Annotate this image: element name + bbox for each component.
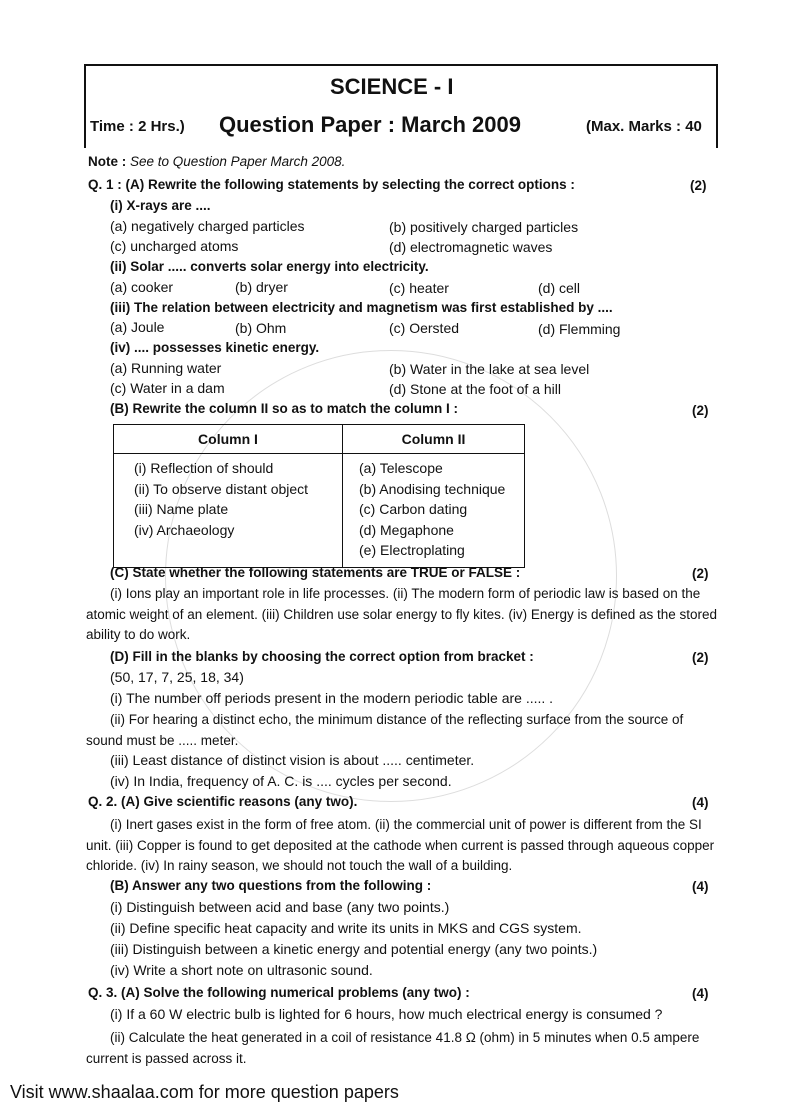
q2a-text: (i) Inert gases exist in the form of free atom. (ii) the commercial unit of power is different from the SI unit. (iii) Copper is found to get deposited at the cathode when current is passed through aqueous copper chloride. (iv) In rainy season, we should not touch the wall of a building.: [86, 817, 715, 874]
col1-item: (ii) To observe distant object: [134, 480, 309, 497]
q1a-iii-opt-b: (b) Ohm: [235, 320, 287, 336]
q1a-i-opt-c: (c) uncharged atoms: [110, 238, 239, 254]
q1d-i: (i) The number off periods present in the modern periodic table are ..... .: [110, 690, 554, 706]
q1c-text: (i) Ions play an important role in life processes. (ii) The modern form of periodic law is based on the atomic weight of an element. (iii) Children use solar energy to fly kites. (iv) Energy is defined as the stored ability to do work.: [86, 586, 718, 643]
q1b-marks: (2): [692, 403, 709, 418]
q1d-iv: (iv) In India, frequency of A. C. is .... cycles per second.: [110, 773, 452, 789]
q1a-ii-opt-b: (b) dryer: [235, 279, 288, 295]
q1a-ii-opt-c: (c) heater: [389, 280, 449, 296]
q1d-heading: (D) Fill in the blanks by choosing the correct option from bracket :: [110, 649, 534, 664]
paper-title: Question Paper : March 2009: [219, 112, 521, 137]
footer-link-text: Visit www.shaalaa.com for more question papers: [10, 1082, 399, 1102]
q1a-iv-opt-d: (d) Stone at the foot of a hill: [389, 381, 561, 397]
q3a-ii: (ii) Calculate the heat generated in a coil of resistance 41.8 Ω (ohm) in 5 minutes when 0.5 ampere current is passed across it.: [86, 1030, 700, 1066]
q3a-i: (i) If a 60 W electric bulb is lighted for 6 hours, how much electrical energy is consumed ?: [110, 1006, 663, 1022]
q1a-ii-stem: (ii) Solar ..... converts solar energy into electricity.: [110, 259, 429, 274]
col2-item: (a) Telescope: [359, 460, 443, 476]
q2b-marks: (4): [692, 879, 709, 894]
q1a-iv-opt-c: (c) Water in a dam: [110, 380, 225, 396]
col1-item: (i) Reflection of should: [134, 460, 274, 476]
col2-item: (b) Anodising technique: [359, 480, 506, 497]
q2b-iii: (iii) Distinguish between a kinetic energy and potential energy (any two points.): [110, 941, 598, 957]
col2-item: (c) Carbon dating: [359, 501, 468, 517]
q2a-heading: Q. 2. (A) Give scientific reasons (any two).: [88, 794, 358, 809]
q1c-marks: (2): [692, 566, 709, 581]
col1-cell: [114, 454, 343, 568]
q2a-marks: (4): [692, 795, 709, 810]
q1a-marks: (2): [690, 178, 707, 193]
col2-item: (e) Electroplating: [359, 542, 465, 558]
max-marks: (Max. Marks : 40: [586, 118, 702, 135]
match-table: [113, 424, 525, 568]
q1d-iii: (iii) Least distance of distinct vision is about ..... centimeter.: [110, 752, 475, 768]
q1a-i-stem: (i) X-rays are ....: [110, 198, 211, 213]
q1a-heading: Q. 1 : (A) Rewrite the following statements by selecting the correct options :: [88, 177, 575, 192]
q1a-ii-opt-a: (a) cooker: [110, 279, 174, 295]
q1a-i-opt-b: (b) positively charged particles: [389, 219, 579, 235]
note: [88, 154, 345, 169]
note-label: Note :: [88, 154, 127, 169]
q1a-iv-stem: (iv) .... possesses kinetic energy.: [110, 340, 320, 355]
q3a-marks: (4): [692, 986, 709, 1001]
time-label: Time : 2 Hrs.): [90, 118, 185, 135]
q2b-heading: (B) Answer any two questions from the following :: [110, 878, 432, 893]
q1a-iii-opt-c: (c) Oersted: [389, 320, 460, 336]
col2-cell: [343, 454, 525, 568]
q1a-iii-opt-a: (a) Joule: [110, 319, 165, 335]
q1a-iii-stem: (iii) The relation between electricity and magnetism was first established by ....: [110, 300, 613, 315]
col2-item: (d) Megaphone: [359, 521, 454, 538]
q1a-i-opt-d: (d) electromagnetic waves: [389, 239, 553, 255]
note-text: See to Question Paper March 2008.: [130, 154, 346, 169]
col2-header: Column II: [343, 425, 525, 454]
q1a-iv-opt-b: (b) Water in the lake at sea level: [389, 361, 590, 377]
col1-header: Column I: [114, 425, 343, 454]
q1d-ii: (ii) For hearing a distinct echo, the minimum distance of the reflecting surface from the source of sound must be ..... meter.: [86, 712, 684, 748]
q1b-heading: (B) Rewrite the column II so as to match the column I :: [110, 401, 459, 416]
q1a-i-opt-a: (a) negatively charged particles: [110, 218, 305, 234]
q1a-iii-opt-d: (d) Flemming: [538, 321, 621, 337]
q2b-i: (i) Distinguish between acid and base (any two points.): [110, 899, 450, 915]
q1a-iv-opt-a: (a) Running water: [110, 360, 222, 376]
q2b-iv: (iv) Write a short note on ultrasonic sound.: [110, 962, 373, 978]
q3a-heading: Q. 3. (A) Solve the following numerical problems (any two) :: [88, 985, 470, 1000]
q1d-options: (50, 17, 7, 25, 18, 34): [110, 669, 244, 685]
q1c-heading: (C) State whether the following statements are TRUE or FALSE :: [110, 565, 521, 580]
q1d-marks: (2): [692, 650, 709, 665]
col1-item: (iv) Archaeology: [134, 521, 235, 538]
page-title: SCIENCE - I: [330, 74, 454, 99]
q1a-ii-opt-d: (d) cell: [538, 280, 581, 296]
q2b-ii: (ii) Define specific heat capacity and write its units in MKS and CGS system.: [110, 920, 582, 936]
col1-item: (iii) Name plate: [134, 501, 229, 517]
